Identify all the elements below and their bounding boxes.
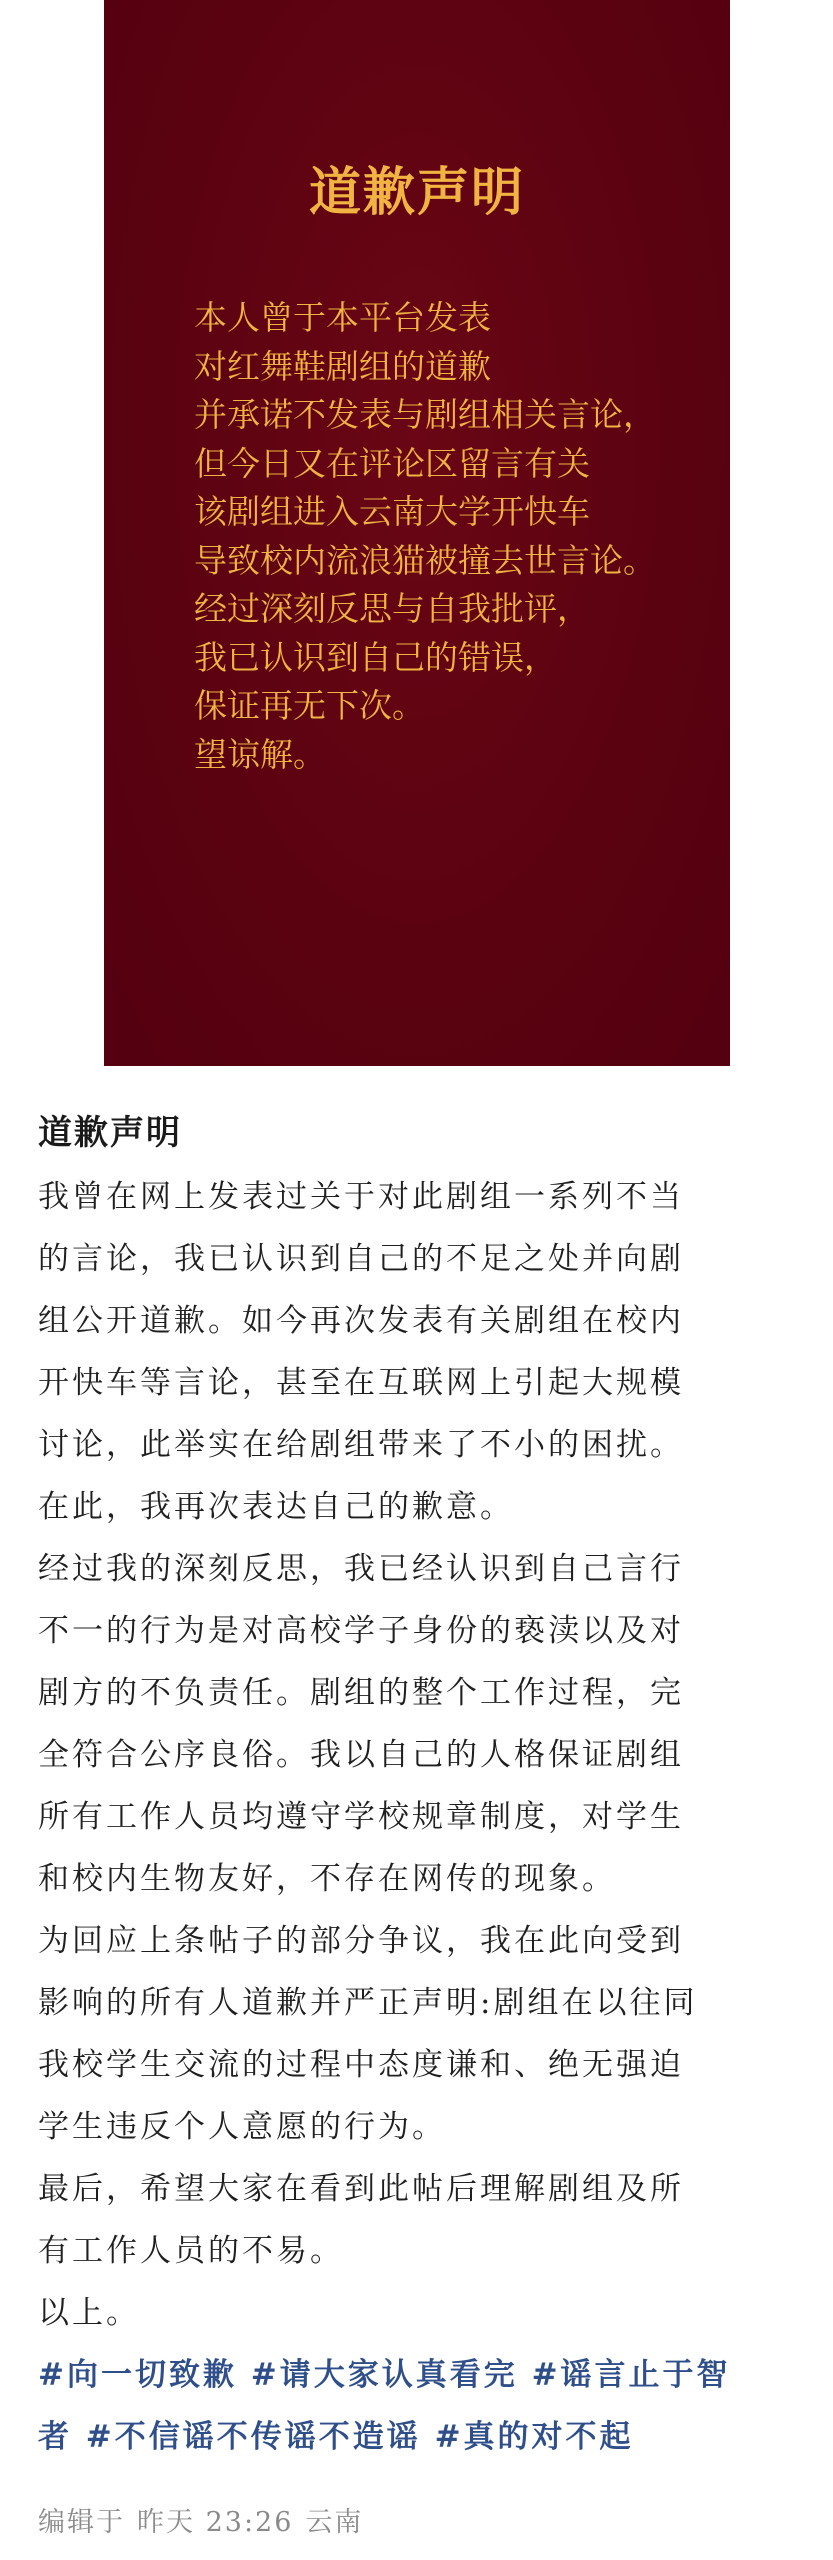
statement-image-line: 并承诺不发表与剧组相关言论，: [194, 395, 656, 434]
post-line: 的言论，我已认识到自己的不足之处并向剧: [38, 1241, 684, 1277]
post-body: [38, 1100, 798, 2468]
post-line: 为回应上条帖子的部分争议，我在此向受到: [38, 1923, 684, 1959]
hashtag-line: [38, 2406, 798, 2468]
hashtag-link-continued[interactable]: 者: [38, 2419, 72, 2455]
post-line: 全符合公序良俗。我以自己的人格保证剧组: [38, 1737, 684, 1773]
edited-label: 编辑于: [38, 2507, 125, 2538]
hashtag-line: [38, 2344, 798, 2406]
hashtag-link[interactable]: #真的对不起: [434, 2419, 634, 2455]
post-line: 我校学生交流的过程中态度谦和、绝无强迫: [38, 2047, 684, 2083]
statement-image-line: 对红舞鞋剧组的道歉: [194, 346, 491, 386]
post-line: 讨论，此举实在给剧组带来了不小的困扰。: [38, 1427, 684, 1463]
post-title: 道歉声明: [38, 1113, 182, 1153]
post-line: 我曾在网上发表过关于对此剧组一系列不当: [38, 1179, 684, 1215]
post-line: 影响的所有人道歉并严正声明:剧组在以往同: [38, 1985, 698, 2021]
post-line: 所有工作人员均遵守学校规章制度，对学生: [38, 1799, 684, 1835]
post-line: 经过我的深刻反思，我已经认识到自己言行: [38, 1551, 684, 1587]
statement-image-body: [194, 294, 714, 779]
hashtag-link[interactable]: #请大家认真看完: [250, 2357, 518, 2393]
post-line: 不一的行为是对高校学子身份的亵渎以及对: [38, 1613, 684, 1649]
statement-image-line: 保证再无下次。: [194, 686, 425, 725]
post-line: 剧方的不负责任。剧组的整个工作过程，完: [38, 1675, 684, 1711]
statement-image-line: 经过深刻反思与自我批评，: [194, 589, 590, 628]
hashtag-link[interactable]: #谣言止于智: [531, 2357, 731, 2393]
statement-image-line: 本人曾于本平台发表: [194, 298, 491, 337]
post-text: [38, 1166, 798, 2468]
post-line: 组公开道歉。如今再次发表有关剧组在校内: [38, 1303, 684, 1339]
hashtag-link[interactable]: #不信谣不传谣不造谣: [85, 2419, 421, 2455]
hashtag-link[interactable]: #向一切致歉: [38, 2357, 237, 2393]
statement-image-line: 望谅解。: [194, 734, 326, 774]
statement-image-line: 导致校内流浪猫被撞去世言论。: [194, 540, 656, 580]
statement-image-title: 道歉声明: [308, 163, 525, 223]
statement-image[interactable]: [104, 0, 730, 1066]
ip-location: 云南: [305, 2507, 364, 2538]
statement-image-line: 我已认识到自己的错误，: [194, 637, 557, 677]
post-line: 学生违反个人意愿的行为。: [38, 2109, 446, 2145]
edited-time: 昨天 23:26: [137, 2507, 294, 2538]
post-meta: [38, 2500, 375, 2539]
post-line: 以上。: [38, 2295, 140, 2331]
post-line: 有工作人员的不易。: [38, 2233, 344, 2269]
statement-image-line: 但今日又在评论区留言有关: [194, 443, 590, 483]
statement-image-line: 该剧组进入云南大学开快车: [194, 492, 590, 531]
post-line: 最后，希望大家在看到此帖后理解剧组及所: [38, 2171, 684, 2207]
post-line: 开快车等言论，甚至在互联网上引起大规模: [38, 1365, 684, 1401]
post-line: 在此，我再次表达自己的歉意。: [38, 1489, 514, 1525]
post-line: 和校内生物友好，不存在网传的现象。: [38, 1861, 616, 1897]
